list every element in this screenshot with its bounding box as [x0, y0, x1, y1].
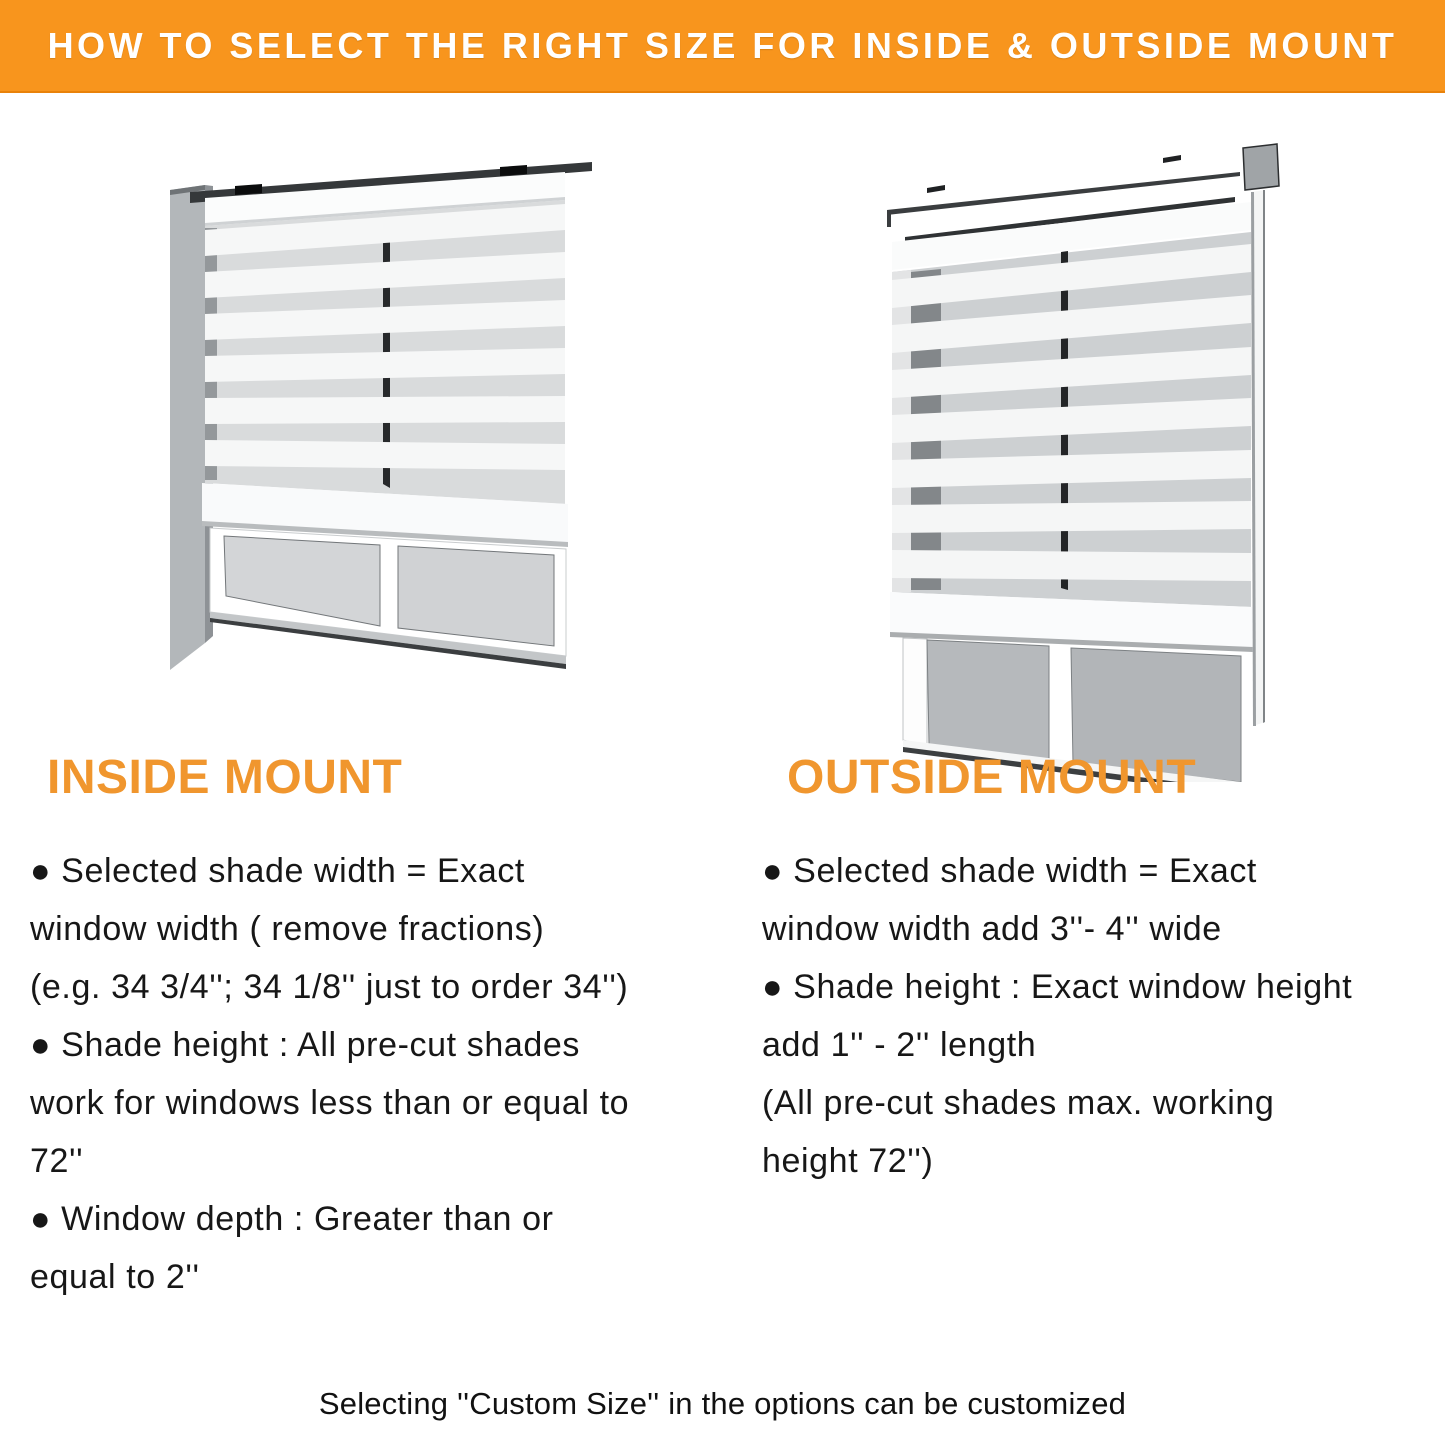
outside-mount-heading: OUTSIDE MOUNT	[787, 751, 1197, 804]
bullet-line: ● Selected shade width = Exact	[30, 852, 525, 890]
header-banner	[0, 0, 1445, 93]
bullet-line: height 72'')	[762, 1142, 934, 1180]
bullet-line: window width ( remove fractions)	[30, 910, 545, 948]
outside-mount-instructions	[762, 842, 1432, 1190]
window-lower-panes	[210, 528, 566, 669]
inside-mount-heading: INSIDE MOUNT	[47, 751, 403, 804]
bullet-line: 72''	[30, 1142, 84, 1180]
inside-mount-illustration	[150, 128, 610, 753]
bullet-line: (All pre-cut shades max. working	[762, 1084, 1275, 1122]
bullet-line: ● Shade height : All pre-cut shades	[30, 1026, 580, 1064]
page-title: HOW TO SELECT THE RIGHT SIZE FOR INSIDE & OUTSIDE MOUNT	[47, 24, 1398, 66]
bullet-line: ● Selected shade width = Exact	[762, 852, 1257, 890]
bullet-line: equal to 2''	[30, 1258, 200, 1296]
bullet-line: window width add 3''- 4'' wide	[762, 910, 1222, 948]
bullet-line: ● Window depth : Greater than or	[30, 1200, 554, 1238]
custom-size-note: Selecting ''Custom Size'' in the options can be customized	[318, 1386, 1127, 1421]
bullet-line: ● Shade height : Exact window height	[762, 968, 1353, 1006]
inside-mount-instructions	[30, 842, 730, 1306]
bullet-line: add 1'' - 2'' length	[762, 1026, 1037, 1064]
bullet-line: (e.g. 34 3/4''; 34 1/8'' just to order 34'')	[30, 968, 629, 1006]
outside-mount-illustration	[845, 122, 1315, 782]
side-rail	[1251, 190, 1265, 726]
bullet-line: work for windows less than or equal to	[30, 1084, 630, 1122]
